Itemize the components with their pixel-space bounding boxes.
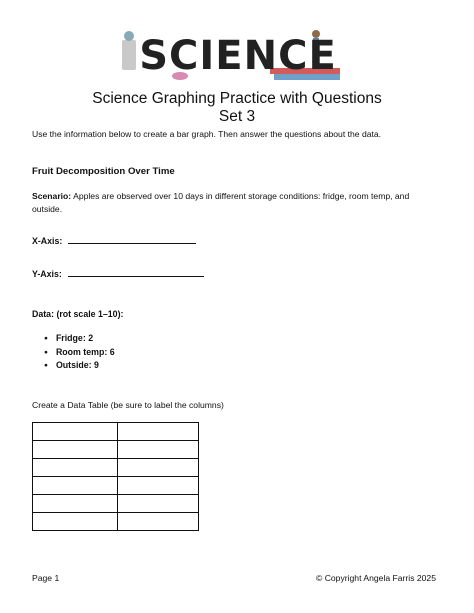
list-item: ● Room temp: 6 bbox=[44, 346, 115, 360]
section-title: Fruit Decomposition Over Time bbox=[32, 166, 175, 177]
data-list bbox=[44, 332, 115, 373]
x-axis-field bbox=[32, 234, 196, 246]
table-cell[interactable] bbox=[33, 495, 118, 513]
logo-text: SCIENCE bbox=[139, 33, 337, 79]
blank-data-table bbox=[32, 422, 199, 531]
table-row bbox=[33, 495, 199, 513]
table-cell[interactable] bbox=[33, 513, 118, 531]
copyright-notice: © Copyright Angela Farris 2025 bbox=[315, 573, 436, 583]
scenario-paragraph bbox=[32, 190, 440, 215]
table-cell[interactable] bbox=[118, 495, 199, 513]
table-row bbox=[33, 423, 199, 441]
y-axis-field bbox=[32, 267, 204, 279]
table-cell[interactable] bbox=[33, 459, 118, 477]
table-cell[interactable] bbox=[33, 477, 118, 495]
science-logo bbox=[120, 22, 356, 84]
page-number: Page 1 bbox=[32, 573, 60, 583]
table-row bbox=[33, 477, 199, 495]
y-axis-label: Y-Axis: bbox=[32, 269, 62, 279]
microscope-icon bbox=[122, 40, 136, 70]
table-cell[interactable] bbox=[118, 477, 199, 495]
list-item: ● Outside: 9 bbox=[44, 359, 115, 373]
table-row bbox=[33, 513, 199, 531]
table-row bbox=[33, 459, 199, 477]
page-subtitle: Set 3 bbox=[218, 108, 256, 125]
data-label: Data: (rot scale 1–10): bbox=[32, 309, 124, 319]
table-instructions: Create a Data Table (be sure to label the columns) bbox=[32, 400, 224, 410]
scenario-text: Apples are observed over 10 days in different storage conditions: fridge, room temp, and outside. bbox=[32, 191, 410, 214]
table-cell[interactable] bbox=[33, 441, 118, 459]
scenario-label: Scenario: bbox=[32, 191, 72, 201]
x-axis-answer-line[interactable] bbox=[68, 234, 196, 244]
x-axis-label: X-Axis: bbox=[32, 236, 63, 246]
page-title: Science Graphing Practice with Questions bbox=[92, 90, 382, 107]
table-cell[interactable] bbox=[118, 423, 199, 441]
table-cell[interactable] bbox=[33, 423, 118, 441]
table-cell[interactable] bbox=[118, 441, 199, 459]
table-cell[interactable] bbox=[118, 513, 199, 531]
list-item: ● Fridge: 2 bbox=[44, 332, 115, 346]
table-cell[interactable] bbox=[118, 459, 199, 477]
y-axis-answer-line[interactable] bbox=[68, 267, 204, 277]
table-row bbox=[33, 441, 199, 459]
instructions: Use the information below to create a bar graph. Then answer the questions about the data. bbox=[32, 129, 382, 139]
